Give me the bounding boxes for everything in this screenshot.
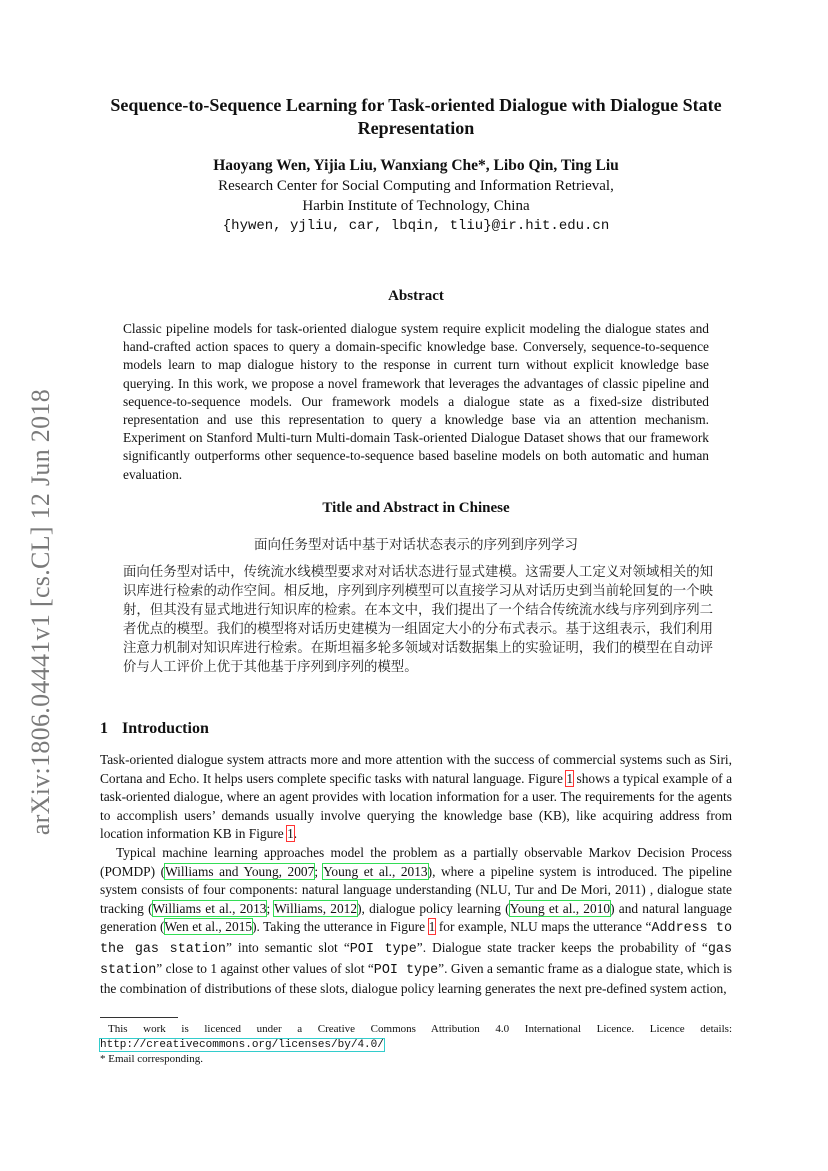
affiliation-line-2: Harbin Institute of Technology, China (302, 198, 530, 214)
citation-link[interactable]: Williams and Young, 2007 (165, 863, 315, 879)
text-run: Typical machine learning approaches model the problem as a partially observable Markov Decision Process (POMDP) ( (100, 844, 732, 879)
text-run: ; (314, 863, 324, 879)
text-run: ), dialogue policy learning ( (357, 900, 510, 916)
chinese-abstract: 面向任务型对话中，传统流水线模型要求对对话状态进行显式建模。这需要人工定义对领域相关的知识库进行检索的动作空间。相反地，序列到序列模型可以直接学习从对话历史到当前轮回复的一个映射，但其没有显式地进行知识库的检索。在本文中，我们提出了一个结合传统流水线与序列到序列二者优点的模型。我们的模型将对话历史建模为一组固定大小的分布式表示。基于这组表示，我们利用注意力机制对知识库进行检索。在斯坦福多轮多领域对话数据集上的实验证明，我们的模型在自动评价与人工评价上优于其他基于序列到序列的模型。 (123, 565, 713, 675)
abstract-heading: Abstract (388, 288, 444, 304)
citation-link[interactable]: Young et al., 2013 (323, 863, 428, 879)
text-run: ” into semantic slot “ (225, 939, 350, 955)
code-term: Address to the gas station (100, 921, 733, 957)
licence-url-link[interactable]: http://creativecommons.org/licenses/by/4.0/ (100, 1038, 384, 1051)
paper-title: Sequence-to-Sequence Learning for Task-oriented Dialogue with Dialogue State Representation (110, 95, 722, 138)
citation-link[interactable]: Williams et al., 2013 (152, 900, 267, 916)
footnote-divider (100, 1017, 178, 1018)
intro-paragraph-2 (100, 844, 732, 999)
author-email: {hywen, yjliu, car, lbqin, tliu}@ir.hit.edu.cn (222, 218, 610, 234)
licence-text: This work is licenced under a Creative Commons Attribution 4.0 International Licence. Licence details: (108, 1023, 732, 1035)
text-run: for example, NLU maps the utterance “ (435, 919, 652, 935)
text-run: ”. Given a semantic frame as a dialogue state, which is the combination of distributions of these slots, dialogue policy learning generates the next pre-defined system action, (100, 960, 732, 997)
abstract-text: Classic pipeline models for task-oriented dialogue system require explicit modeling the dialogue states and hand-crafted action spaces to query a domain-specific knowledge base. Conversely, sequence-to-sequence models learn to map dialogue history to the response in current turn without explicit knowledge base querying. In this work, we propose a novel framework that leverages the advantages of classic pipeline and sequence-to-sequence models. Our framework models a dialogue state as a fixed-size distributed representation and use this representation to query a knowledge base via an attention mechanism. Experiment on Stanford Multi-turn Multi-domain Task-oriented Dialogue Dataset shows that our framework significantly outperforms other sequence-to-sequence based baseline models on both automatic and human evaluation. (123, 321, 709, 482)
intro-paragraph-1 (100, 751, 732, 844)
chinese-title: 面向任务型对话中基于对话状态表示的序列到序列学习 (254, 537, 578, 553)
author-block (100, 156, 732, 236)
footnotes (100, 1022, 732, 1067)
citation-link[interactable]: Young et al., 2010 (509, 900, 611, 916)
arxiv-stamp (20, 372, 62, 852)
introduction-body (100, 751, 732, 999)
code-term: gas station (100, 941, 732, 978)
chinese-heading: Title and Abstract in Chinese (322, 500, 510, 516)
citation-link[interactable]: Wen et al., 2015 (164, 919, 253, 935)
email-footnote: * Email corresponding. (100, 1053, 203, 1065)
text-run: Task-oriented dialogue system attracts more and more attention with the success of commercial systems such as Siri, Cortana and Echo. It helps users complete specific tasks with natural language. Figure (100, 752, 732, 786)
figure-ref-link[interactable]: 1 (287, 826, 294, 842)
text-run: ”. Dialogue state tracker keeps the probability of “ (416, 939, 708, 955)
code-term: POI type (349, 941, 417, 957)
text-run: ; (266, 900, 275, 916)
licence-footnote (100, 1022, 732, 1052)
text-run: . (293, 826, 298, 842)
figure-ref-link[interactable]: 1 (566, 770, 574, 786)
affiliation-line-1: Research Center for Social Computing and Information Retrieval, (218, 178, 614, 194)
section-title: Introduction (122, 720, 209, 737)
code-term: POI type (373, 962, 439, 978)
section-heading-introduction (100, 720, 209, 738)
section-number: 1 (100, 720, 108, 737)
text-run: ) and natural language generation ( (100, 900, 732, 935)
author-names: Haoyang Wen, Yijia Liu, Wanxiang Che*, Libo Qin, Ting Liu (213, 157, 619, 174)
text-run: ” close to 1 against other values of slot “ (156, 960, 374, 976)
arxiv-stamp-text: arXiv:1806.04441v1 [cs.CL] 12 Jun 2018 (26, 388, 55, 836)
figure-ref-link[interactable]: 1 (428, 919, 436, 935)
text-run: shows a typical example of a task-oriented dialogue, where an agent provides with location information for a user. The requirements for the agents to accomplish users’ demands usually involve querying the knowledge base (KB), like acquiring address from location information KB in Figure (100, 770, 733, 842)
text-run: ). Taking the utterance in Figure (252, 919, 429, 935)
citation-link[interactable]: Williams, 2012 (274, 900, 358, 916)
text-run: ), where a pipeline system is introduced. The pipeline system consists of four components: natural language understanding (NLU, Tur and De Mori, 2011) , dialogue state tracking ( (100, 863, 732, 916)
